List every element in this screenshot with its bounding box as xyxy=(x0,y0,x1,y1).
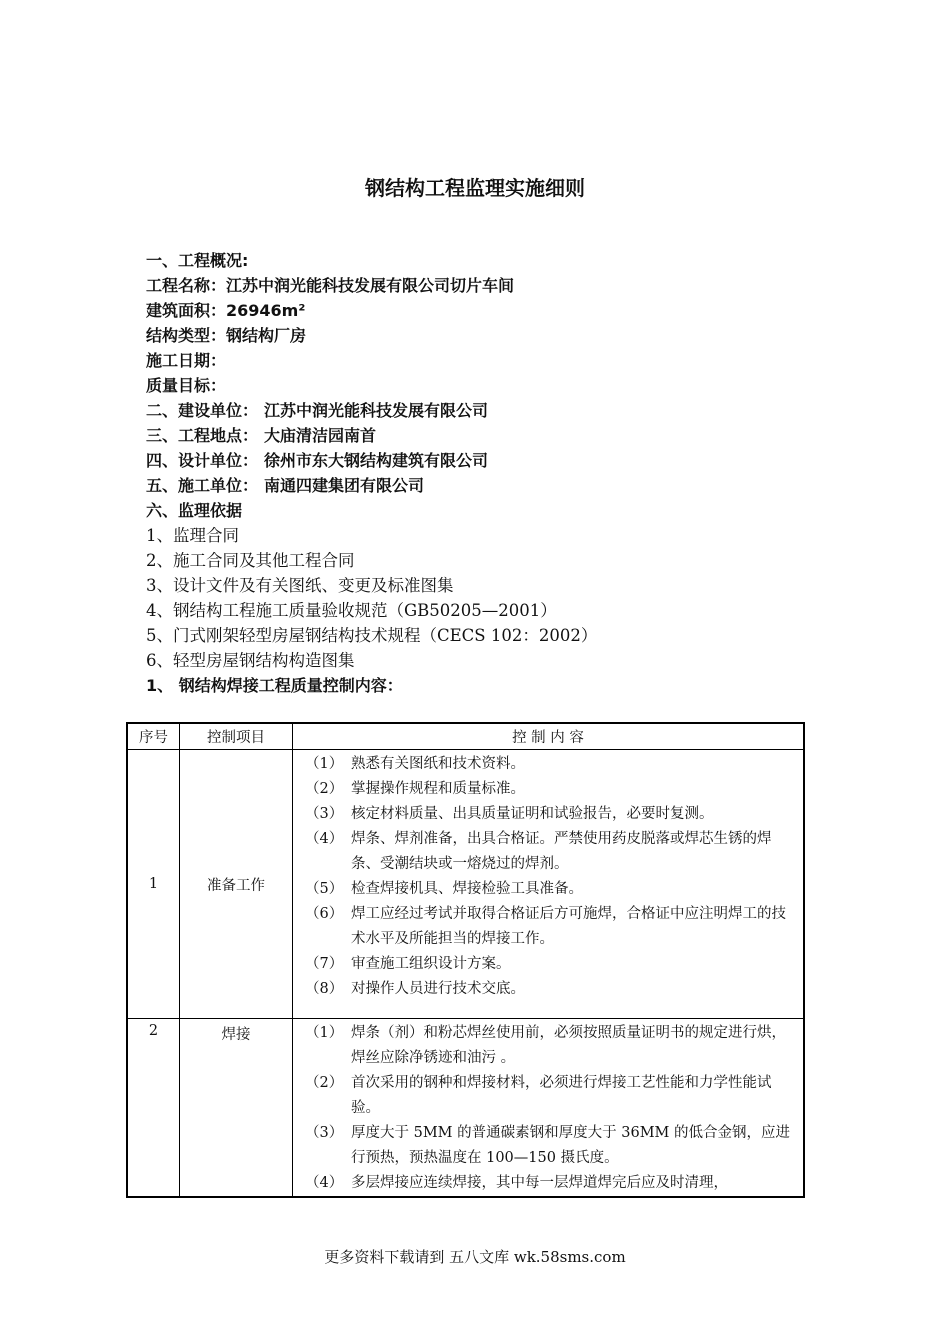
owner-line xyxy=(146,398,826,423)
content-text: 多层焊接应连续焊接，其中每一层焊道焊完后应及时清理， xyxy=(351,1175,728,1191)
content-number: （1） xyxy=(305,756,344,772)
location-value: 大庙清洁园南首 xyxy=(264,426,377,445)
content-item xyxy=(305,1171,795,1196)
basis-item: 2、施工合同及其他工程合同 xyxy=(146,551,355,570)
content-number: （7） xyxy=(305,956,344,972)
content-item xyxy=(305,1121,795,1171)
design-label: 四、设计单位： xyxy=(146,451,259,470)
footer-download-note: 更多资料下载请到 五八文库 wk.58sms.com xyxy=(324,1248,626,1266)
contractor-value: 南通四建集团有限公司 xyxy=(264,476,425,495)
content-number: （5） xyxy=(305,881,344,897)
basis-item: 1、监理合同 xyxy=(146,526,239,545)
section-heading: 1、 钢结构焊接工程质量控制内容： xyxy=(146,676,403,695)
content-text: 掌握操作规程和质量标准。 xyxy=(351,781,525,797)
structure-line xyxy=(146,323,826,348)
content-text: 检查焊接机具、焊接检验工具准备。 xyxy=(351,881,583,897)
row-item: 焊接 xyxy=(180,1019,293,1198)
content-number: （4） xyxy=(305,1175,344,1191)
date-line: 施工日期： xyxy=(146,351,227,370)
content-text: 熟悉有关图纸和技术资料。 xyxy=(351,756,525,772)
header-no: 序号 xyxy=(127,723,180,750)
content-item xyxy=(305,777,795,802)
structure-label: 结构类型： xyxy=(146,326,227,345)
content-item xyxy=(305,1071,795,1121)
content-text: 厚度大于 5MM 的普通碳素钢和厚度大于 36MM 的低合金钢，应进行预热，预热温度在 100—150 摄氏度。 xyxy=(351,1125,790,1166)
content-number: （4） xyxy=(305,831,344,847)
content-text: 焊条、焊剂准备，出具合格证。严禁使用药皮脱落或焊芯生锈的焊条、受潮结块或一熔烧过的焊剂。 xyxy=(351,831,772,872)
contractor-line xyxy=(146,473,826,498)
content-item xyxy=(305,902,795,952)
table-header-row xyxy=(127,723,804,750)
design-value: 徐州市东大钢结构建筑有限公司 xyxy=(264,451,489,470)
page-title: 钢结构工程监理实施细则 xyxy=(365,176,585,200)
content-item xyxy=(305,977,795,1002)
header-content: 控 制 内 容 xyxy=(293,723,805,750)
overview-heading: 一、工程概况: xyxy=(146,251,249,270)
content-item xyxy=(305,802,795,827)
content-item xyxy=(305,752,795,777)
header-item: 控制项目 xyxy=(180,723,293,750)
quality-line: 质量目标： xyxy=(146,376,227,395)
content-number: （3） xyxy=(305,1125,344,1141)
content-number: （6） xyxy=(305,906,344,922)
row-no: 1 xyxy=(127,750,180,1019)
content-item xyxy=(305,1021,795,1071)
project-name-value: 江苏中润光能科技发展有限公司切片车间 xyxy=(226,276,515,295)
table-row xyxy=(127,750,804,1019)
content-item xyxy=(305,827,795,877)
area-label: 建筑面积： xyxy=(146,301,227,320)
row-item: 准备工作 xyxy=(180,750,293,1019)
row-no: 2 xyxy=(127,1019,180,1198)
content-text: 首次采用的钢种和焊接材料，必须进行焊接工艺性能和力学性能试验。 xyxy=(351,1075,772,1116)
content-number: （2） xyxy=(305,1075,344,1091)
content-text: 对操作人员进行技术交底。 xyxy=(351,981,525,997)
content-item xyxy=(305,877,795,902)
contractor-label: 五、施工单位： xyxy=(146,476,259,495)
row-contents xyxy=(293,1019,805,1198)
project-name-label: 工程名称： xyxy=(146,276,227,295)
basis-heading: 六、监理依据 xyxy=(146,501,243,520)
content-item xyxy=(305,952,795,977)
content-number: （2） xyxy=(305,781,344,797)
content-number: （8） xyxy=(305,981,344,997)
area-value: 26946m² xyxy=(226,301,306,320)
content-number: （3） xyxy=(305,806,344,822)
design-line xyxy=(146,448,826,473)
content-text: 焊工应经过考试并取得合格证后方可施焊，合格证中应注明焊工的技术水平及所能担当的焊接工作。 xyxy=(351,906,786,947)
owner-label: 二、建设单位： xyxy=(146,401,259,420)
structure-value: 钢结构厂房 xyxy=(226,326,307,345)
table-row xyxy=(127,1019,804,1198)
basis-item: 6、轻型房屋钢结构构造图集 xyxy=(146,651,355,670)
basis-item: 3、设计文件及有关图纸、变更及标准图集 xyxy=(146,576,454,595)
project-name-line xyxy=(146,273,826,298)
content-text: 审查施工组织设计方案。 xyxy=(351,956,511,972)
owner-value: 江苏中润光能科技发展有限公司 xyxy=(264,401,489,420)
area-line xyxy=(146,298,826,323)
row-contents xyxy=(293,750,805,1019)
location-label: 三、工程地点： xyxy=(146,426,259,445)
location-line xyxy=(146,423,826,448)
welding-control-table xyxy=(126,722,805,1198)
project-info xyxy=(146,248,826,698)
content-number: （1） xyxy=(305,1025,344,1041)
content-text: 焊条（剂）和粉芯焊丝使用前，必须按照质量证明书的规定进行烘，焊丝应除净锈迹和油污 。 xyxy=(351,1025,786,1066)
content-text: 核定材料质量、出具质量证明和试验报告，必要时复测。 xyxy=(351,806,714,822)
basis-item: 5、门式刚架轻型房屋钢结构技术规程（CECS 102：2002） xyxy=(146,626,598,645)
basis-item: 4、钢结构工程施工质量验收规范（GB50205—2001） xyxy=(146,601,557,620)
